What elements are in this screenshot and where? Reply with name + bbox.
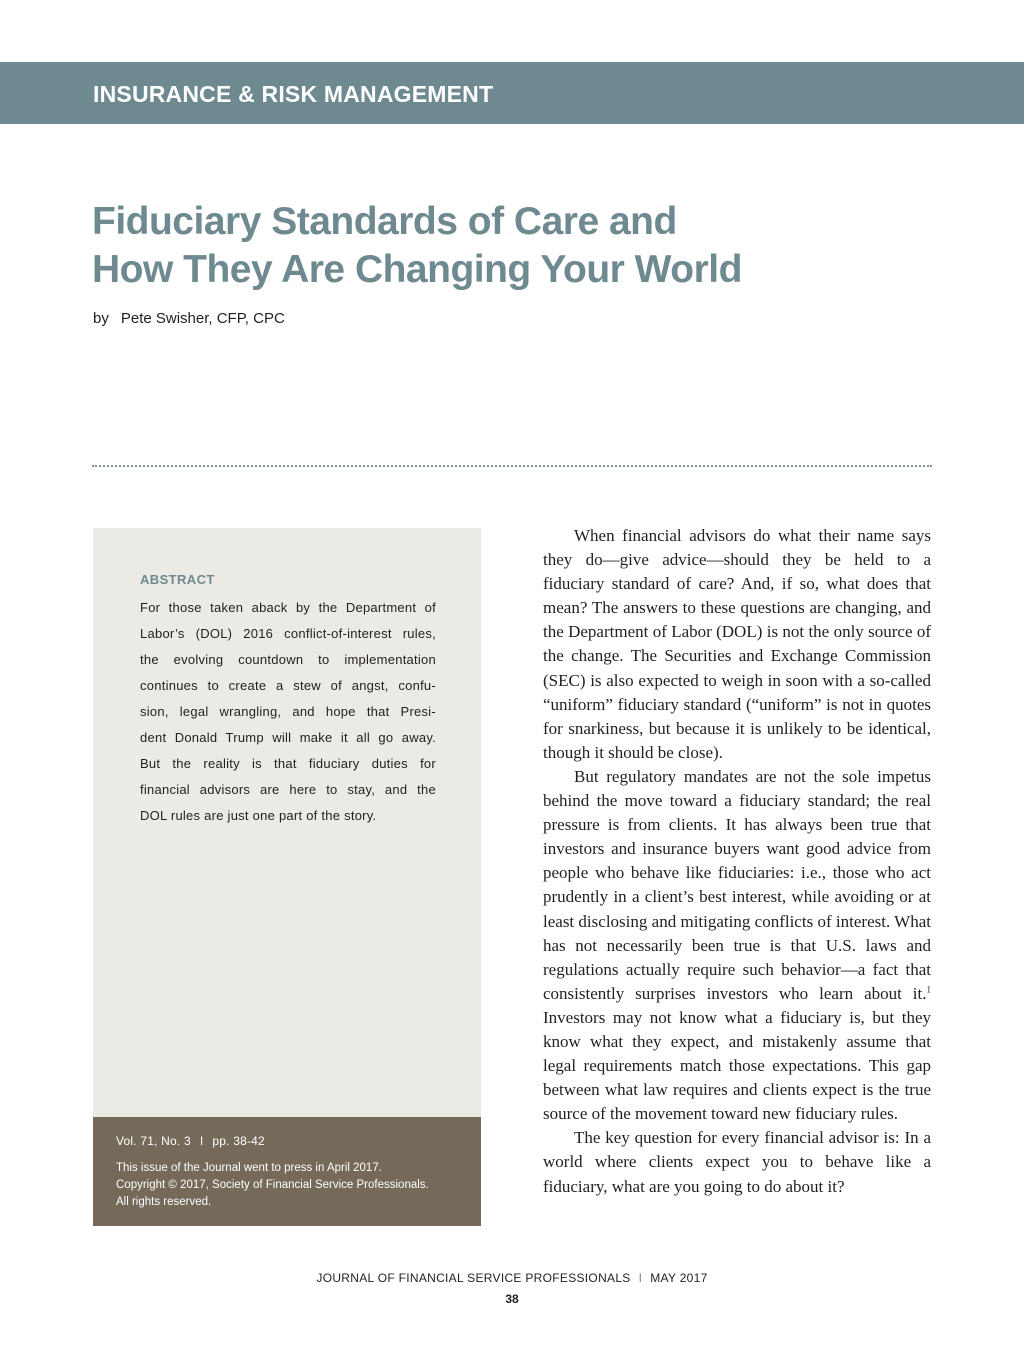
volume-separator: I xyxy=(199,1134,204,1148)
publication-info-box xyxy=(93,1117,481,1226)
article-title-line-1: Fiduciary Standards of Care and xyxy=(92,200,677,243)
abstract-line: For those taken aback by the Department of xyxy=(140,600,436,615)
dotted-divider xyxy=(92,465,932,467)
body-paragraph-2 xyxy=(543,765,931,1126)
journal-name: JOURNAL OF FINANCIAL SERVICE PROFESSIONALS xyxy=(316,1271,631,1285)
footnote-marker[interactable]: 1 xyxy=(926,984,931,995)
abstract-line: sion, legal wrangling, and hope that Presi- xyxy=(140,704,436,719)
abstract-heading: ABSTRACT xyxy=(140,572,215,587)
byline xyxy=(93,309,285,329)
footer-separator: I xyxy=(638,1271,643,1285)
volume-number: Vol. 71, No. 3 xyxy=(116,1134,191,1148)
abstract-line: continues to create a stew of angst, confu- xyxy=(140,678,436,693)
abstract-line: financial advisors are here to stay, and the xyxy=(140,782,436,797)
byline-prefix: by xyxy=(93,310,109,327)
abstract-text xyxy=(140,595,436,829)
page-number: 38 xyxy=(505,1292,519,1306)
body-paragraph-2-text-a: But regulatory mandates are not the sole impetus behind the move toward a fiduciary standard; the real pressure is from clients. It has always been true that investors and insurance buyers want good advice from people who behave like fiduciaries: i.e., those who act prudently in a client’s best interest, while avoiding or at least disclosing and mitigating conflicts of interest. What has not necessarily been true is that U.S. laws and regulations actually require such behavior—a fact that consistently surprises investors who learn about it. xyxy=(543,766,931,1003)
copyright-line: Copyright © 2017, Society of Financial Service Professionals. xyxy=(116,1179,429,1191)
volume-line xyxy=(116,1133,265,1149)
article-body xyxy=(543,524,931,1199)
page-range: pp. 38-42 xyxy=(212,1134,265,1148)
rights-line: All rights reserved. xyxy=(116,1196,212,1208)
section-label: INSURANCE & RISK MANAGEMENT xyxy=(93,81,494,107)
article-title xyxy=(92,198,952,294)
body-paragraph-1: When financial advisors do what their name says they do—give advice—should they be held to a fiduciary standard of care? And, if so, what does that mean? The answers to these questions are changing, and the Department of Labor (DOL) is not the only source of the change. The Securities and Exchange Commission (SEC) is also expected to weigh in soon with a so-called “uniform” fiduciary standard (“uniform” is not in quotes for snarkiness, but because it is unlikely to be identical, though it should be close). xyxy=(543,526,931,762)
body-paragraph-2-text-b: Investors may not know what a fiduciary is, but they know what they expect, and mistakenly assume that legal requirements match those expectations. This gap between what law requires and clients expect is the true source of the movement toward new fiduciary rules. xyxy=(543,1007,931,1124)
abstract-line: dent Donald Trump will make it all go away. xyxy=(140,730,436,745)
press-line: This issue of the Journal went to press in April 2017. xyxy=(116,1162,382,1174)
issue-date: MAY 2017 xyxy=(650,1271,708,1285)
author-name: Pete Swisher, CFP, CPC xyxy=(120,310,285,327)
abstract-line: Labor’s (DOL) 2016 conflict-of-interest rules, xyxy=(140,626,436,641)
press-notice xyxy=(116,1160,476,1211)
abstract-line: But the reality is that fiduciary duties for xyxy=(140,756,436,771)
page-footer xyxy=(0,1270,1024,1286)
body-paragraph-3: The key question for every financial advisor is: In a world where clients expect you to behave like a fiduciary, what are you going to do about it? xyxy=(543,1128,931,1196)
abstract-line: DOL rules are just one part of the story. xyxy=(140,808,377,823)
abstract-line: the evolving countdown to implementation xyxy=(140,652,436,667)
article-title-line-2: How They Are Changing Your World xyxy=(92,248,742,291)
